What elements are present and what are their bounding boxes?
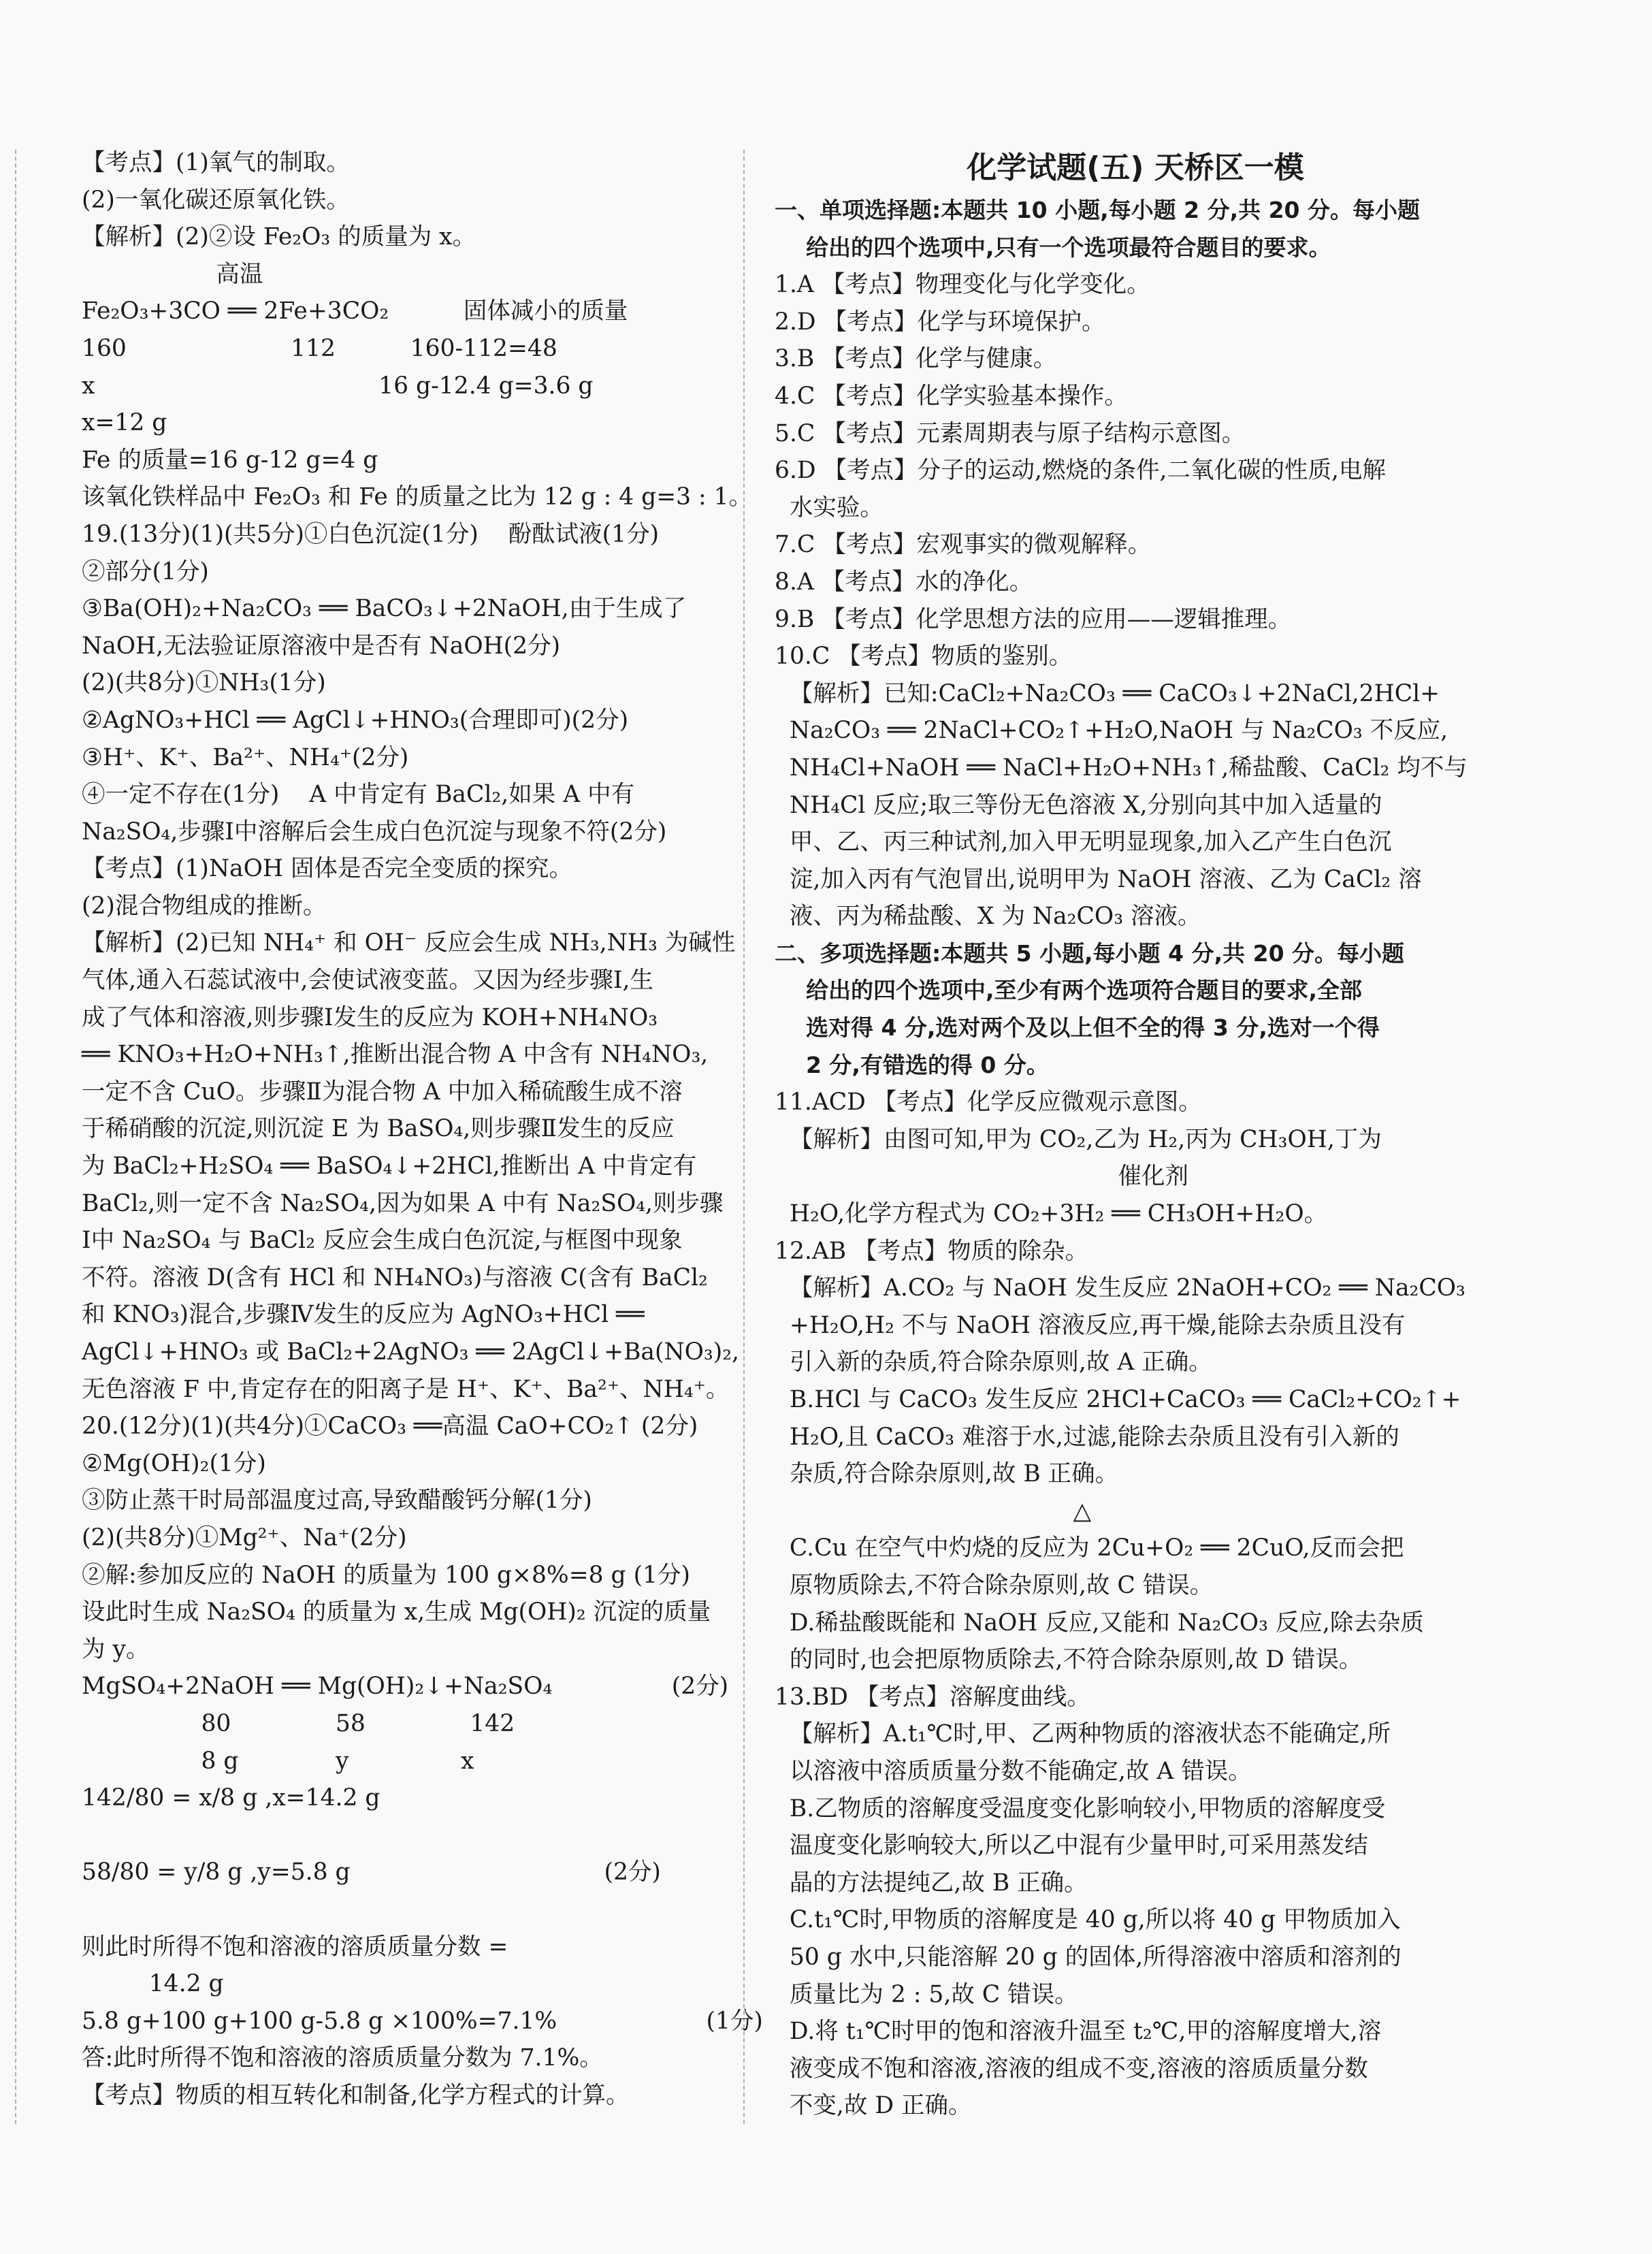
left-text-line: MgSO₄+2NaOH ══ Mg(OH)₂↓+Na₂SO₄ (2分) — [82, 1673, 729, 1701]
left-text-line: (2)(共8分)①NH₃(1分) — [82, 669, 326, 697]
binding-margin-left — [15, 150, 16, 2124]
right-text-line: 12.AB 【考点】物质的除杂。 — [775, 1237, 1089, 1265]
right-text-line: D.稀盐酸既能和 NaOH 反应,又能和 Na₂CO₃ 反应,除去杂质 — [775, 1609, 1424, 1637]
right-text-line: C.t₁℃时,甲物质的溶解度是 40 g,所以将 40 g 甲物质加入 — [775, 1906, 1401, 1934]
right-text-line: 6.D 【考点】分子的运动,燃烧的条件,二氧化碳的性质,电解 — [775, 457, 1386, 485]
left-text-line: BaCl₂,则一定不含 Na₂SO₄,因为如果 A 中有 Na₂SO₄,则步骤 — [82, 1189, 724, 1217]
right-text-line: 13.BD 【考点】溶解度曲线。 — [775, 1683, 1090, 1711]
right-text-line: 质量比为 2 : 5,故 C 错误。 — [775, 1980, 1078, 2008]
left-text-line: ③防止蒸干时局部温度过高,导致醋酸钙分解(1分) — [82, 1487, 592, 1515]
left-text-line: 于稀硝酸的沉淀,则沉淀 E 为 BaSO₄,则步骤Ⅱ发生的反应 — [82, 1115, 675, 1143]
left-text-line: x 16 g-12.4 g=3.6 g — [82, 372, 594, 400]
right-text-line: 液、丙为稀盐酸、X 为 Na₂CO₃ 溶液。 — [775, 903, 1201, 931]
left-text-line: 该氧化铁样品中 Fe₂O₃ 和 Fe 的质量之比为 12 g : 4 g=3 : 1。 — [82, 483, 753, 511]
left-text-line: 【解析】(2)②设 Fe₂O₃ 的质量为 x。 — [82, 223, 476, 251]
right-text-line: 9.B 【考点】化学思想方法的应用——逻辑推理。 — [775, 605, 1292, 633]
right-text-line: D.将 t₁℃时甲的饱和溶液升温至 t₂℃,甲的溶解度增大,溶 — [775, 2018, 1382, 2046]
left-text-line: ④一定不存在(1分) A 中肯定有 BaCl₂,如果 A 中有 — [82, 781, 635, 809]
right-text-line: 催化剂 — [775, 1163, 1188, 1191]
right-text-line: 11.ACD 【考点】化学反应微观示意图。 — [775, 1089, 1202, 1116]
left-text-line: x=12 g — [82, 409, 167, 437]
left-text-line: 为 y。 — [82, 1635, 150, 1663]
left-text-line: ②解:参加反应的 NaOH 的质量为 100 g×8%=8 g (1分) — [82, 1561, 690, 1589]
right-text-line: 3.B 【考点】化学与健康。 — [775, 345, 1057, 373]
left-text-line: 【考点】(1)氧气的制取。 — [82, 149, 350, 176]
right-text-line: 【解析】A.CO₂ 与 NaOH 发生反应 2NaOH+CO₂ ══ Na₂CO₃ — [775, 1274, 1465, 1302]
right-column — [775, 144, 1468, 2125]
column-divider — [743, 150, 745, 2124]
right-text-line: 5.C 【考点】元素周期表与原子结构示意图。 — [775, 419, 1246, 447]
left-text-line: 答:此时所得不饱和溶液的溶质质量分数为 7.1%。 — [82, 2044, 603, 2072]
left-text-line: NaOH,无法验证原溶液中是否有 NaOH(2分) — [82, 632, 561, 660]
left-column — [82, 144, 763, 2114]
left-text-line — [82, 1891, 735, 1929]
left-text-line: 无色溶液 F 中,肯定存在的阳离子是 H⁺、K⁺、Ba²⁺、NH₄⁺。 — [82, 1375, 730, 1403]
left-text-line: 一定不含 CuO。步骤Ⅱ为混合物 A 中加入稀硫酸生成不溶 — [82, 1078, 683, 1106]
left-text-line: ③H⁺、K⁺、Ba²⁺、NH₄⁺(2分) — [82, 743, 409, 771]
right-text-line: 10.C 【考点】物质的鉴别。 — [775, 643, 1073, 671]
left-text-line: 19.(13分)(1)(共5分)①白色沉淀(1分) 酚酞试液(1分) — [82, 520, 660, 548]
right-text-line: 水实验。 — [775, 494, 884, 521]
left-text-line: ②部分(1分) — [82, 558, 209, 585]
left-text-line: 则此时所得不饱和溶液的溶质质量分数 = — [82, 1933, 508, 1961]
right-text-line: 引入新的杂质,符合除杂原则,故 A 正确。 — [775, 1349, 1212, 1376]
left-text-line: 成了气体和溶液,则步骤Ⅰ发生的反应为 KOH+NH₄NO₃ — [82, 1003, 658, 1031]
right-text-line: 给出的四个选项中,至少有两个选项符合题目的要求,全部 — [775, 977, 1363, 1004]
right-text-line: 一、单项选择题:本题共 10 小题,每小题 2 分,共 20 分。每小题 — [775, 197, 1421, 223]
left-text-line: 8 g y x — [82, 1747, 474, 1775]
left-text-line: 【考点】物质的相互转化和制备,化学方程式的计算。 — [82, 2081, 630, 2109]
right-text-line: NH₄Cl 反应;取三等份无色溶液 X,分别向其中加入适量的 — [775, 791, 1382, 819]
right-text-line: NH₄Cl+NaOH ══ NaCl+H₂O+NH₃↑,稀盐酸、CaCl₂ 均不与 — [775, 754, 1468, 782]
left-text-line: ③Ba(OH)₂+Na₂CO₃ ══ BaCO₃↓+2NaOH,由于生成了 — [82, 595, 687, 623]
left-text-line: ②AgNO₃+HCl ══ AgCl↓+HNO₃(合理即可)(2分) — [82, 706, 629, 734]
left-text-line: Ⅰ中 Na₂SO₄ 与 BaCl₂ 反应会生成白色沉淀,与框图中现象 — [82, 1227, 683, 1255]
left-text-line: 不符。溶液 D(含有 HCl 和 NH₄NO₃)与溶液 C(含有 BaCl₂ — [82, 1263, 708, 1291]
left-text-line: 为 BaCl₂+H₂SO₄ ══ BaSO₄↓+2HCl,推断出 A 中肯定有 — [82, 1153, 696, 1180]
left-text-line: 14.2 g — [82, 1970, 224, 1998]
right-text-line: 不变,故 D 正确。 — [775, 2092, 972, 2120]
right-text-line: 50 g 水中,只能溶解 20 g 的固体,所得溶液中溶质和溶剂的 — [775, 1943, 1402, 1971]
left-text-line: 58/80 = y/8 g ,y=5.8 g (2分) — [82, 1858, 661, 1886]
right-text-line: 选对得 4 分,选对两个及以上但不全的得 3 分,选对一个得 — [775, 1014, 1380, 1042]
left-text-line: 160 112 160-112=48 — [82, 334, 557, 362]
right-text-line: 二、多项选择题:本题共 5 小题,每小题 4 分,共 20 分。每小题 — [775, 939, 1405, 967]
left-text-line: ②Mg(OH)₂(1分) — [82, 1449, 266, 1477]
right-text-line: 晶的方法提纯乙,故 B 正确。 — [775, 1869, 1088, 1897]
right-text-line: 杂质,符合除杂原则,故 B 正确。 — [775, 1460, 1119, 1488]
right-text-line: B.乙物质的溶解度受温度变化影响较小,甲物质的溶解度受 — [775, 1794, 1386, 1822]
left-text-line: 5.8 g+100 g+100 g-5.8 g ×100%=7.1% (1分) — [82, 2007, 763, 2035]
right-text-line: 4.C 【考点】化学实验基本操作。 — [775, 382, 1128, 410]
right-text-line: 1.A 【考点】物理变化与化学变化。 — [775, 271, 1150, 299]
right-text-line: 温度变化影响较大,所以乙中混有少量甲时,可采用蒸发结 — [775, 1832, 1368, 1860]
left-text-line: 高温 — [82, 260, 263, 288]
right-text-line: 给出的四个选项中,只有一个选项最符合题目的要求。 — [775, 234, 1331, 261]
left-text-line: AgCl↓+HNO₃ 或 BaCl₂+2AgNO₃ ══ 2AgCl↓+Ba(NO₃)₂, — [82, 1338, 740, 1366]
right-text-line: 【解析】由图可知,甲为 CO₂,乙为 H₂,丙为 CH₃OH,丁为 — [775, 1125, 1382, 1153]
right-text-line: 的同时,也会把原物质除去,不符合除杂原则,故 D 错误。 — [775, 1646, 1363, 1674]
left-text-line: 【考点】(1)NaOH 固体是否完全变质的探究。 — [82, 855, 572, 883]
right-text-line: 【解析】已知:CaCl₂+Na₂CO₃ ══ CaCO₃↓+2NaCl,2HCl+ — [775, 679, 1440, 707]
left-text-line: Fe₂O₃+3CO ══ 2Fe+3CO₂ 固体减小的质量 — [82, 297, 628, 325]
right-text-line: H₂O,且 CaCO₃ 难溶于水,过滤,能除去杂质且没有引入新的 — [775, 1423, 1399, 1451]
left-text-line: 和 KNO₃)混合,步骤Ⅳ发生的反应为 AgNO₃+HCl ══ — [82, 1301, 645, 1329]
right-text-line: 甲、乙、丙三种试剂,加入甲无明显现象,加入乙产生白色沉 — [775, 828, 1392, 856]
left-text-line: (2)一氧化碳还原氧化铁。 — [82, 186, 350, 214]
right-text-line: 2 分,有错选的得 0 分。 — [775, 1051, 1049, 1078]
left-text-line: 20.(12分)(1)(共4分)①CaCO₃ ══高温 CaO+CO₂↑ (2分) — [82, 1413, 698, 1440]
left-text-line: Fe 的质量=16 g-12 g=4 g — [82, 446, 378, 474]
left-text-line: 设此时生成 Na₂SO₄ 的质量为 x,生成 Mg(OH)₂ 沉淀的质量 — [82, 1598, 711, 1626]
right-text-line: 淀,加入丙有气泡冒出,说明甲为 NaOH 溶液、乙为 CaCl₂ 溶 — [775, 865, 1422, 893]
right-text-line: 液变成不饱和溶液,溶液的组成不变,溶液的溶质质量分数 — [775, 2055, 1368, 2082]
left-text-line: (2)混合物组成的推断。 — [82, 892, 327, 920]
exam-title: 化学试题(五) 天桥区一模 — [967, 150, 1304, 185]
right-text-line: 以溶液中溶质质量分数不能确定,故 A 错误。 — [775, 1757, 1252, 1785]
right-text-line: +H₂O,H₂ 不与 NaOH 溶液反应,再干燥,能除去杂质且没有 — [775, 1311, 1406, 1339]
right-text-line: 8.A 【考点】水的净化。 — [775, 568, 1033, 596]
right-text-line: 7.C 【考点】宏观事实的微观解释。 — [775, 531, 1152, 559]
right-text-line: 原物质除去,不符合除杂原则,故 C 错误。 — [775, 1571, 1214, 1599]
left-text-line: 气体,通入石蕊试液中,会使试液变蓝。又因为经步骤Ⅰ,生 — [82, 967, 654, 995]
right-text-line: 【解析】A.t₁℃时,甲、乙两种物质的溶液状态不能确定,所 — [775, 1720, 1391, 1748]
left-text-line — [82, 1817, 735, 1854]
left-text-line: 142/80 = x/8 g ,x=14.2 g — [82, 1784, 380, 1812]
left-text-line: ══ KNO₃+H₂O+NH₃↑,推断出混合物 A 中含有 NH₄NO₃, — [82, 1041, 709, 1069]
right-text-line: H₂O,化学方程式为 CO₂+3H₂ ══ CH₃OH+H₂O。 — [775, 1200, 1328, 1228]
right-text-line: Na₂CO₃ ══ 2NaCl+CO₂↑+H₂O,NaOH 与 Na₂CO₃ 不反应, — [775, 717, 1448, 745]
right-text-line: C.Cu 在空气中灼烧的反应为 2Cu+O₂ ══ 2CuO,反而会把 — [775, 1534, 1404, 1562]
left-text-line: 80 58 142 — [82, 1709, 515, 1737]
right-text-line: 2.D 【考点】化学与环境保护。 — [775, 308, 1105, 336]
left-text-line: Na₂SO₄,步骤Ⅰ中溶解后会生成白色沉淀与现象不符(2分) — [82, 818, 667, 846]
right-text-line: B.HCl 与 CaCO₃ 发生反应 2HCl+CaCO₃ ══ CaCl₂+CO₂↑+ — [775, 1386, 1461, 1413]
left-text-line: 【解析】(2)已知 NH₄⁺ 和 OH⁻ 反应会生成 NH₃,NH₃ 为碱性 — [82, 929, 736, 957]
left-text-line: (2)(共8分)①Mg²⁺、Na⁺(2分) — [82, 1524, 407, 1551]
right-text-line: △ — [775, 1497, 1092, 1525]
